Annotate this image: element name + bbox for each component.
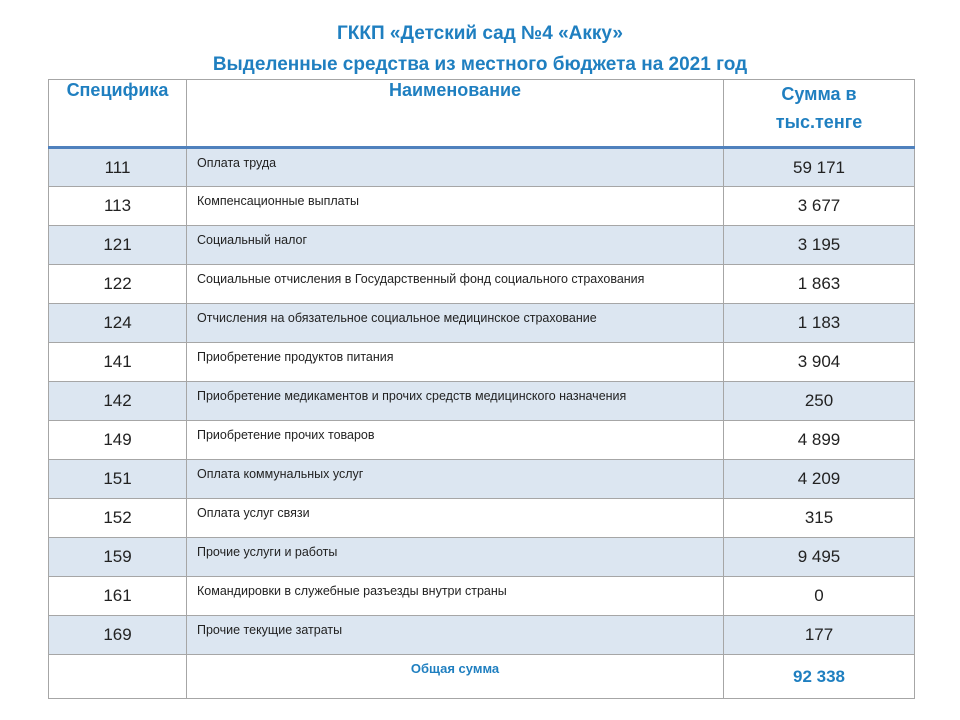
table-row <box>49 616 915 655</box>
cell-amount: 3 195 <box>724 226 915 265</box>
table-row <box>49 148 915 187</box>
cell-code: 159 <box>49 538 187 577</box>
cell-code: 124 <box>49 304 187 343</box>
table-row <box>49 304 915 343</box>
table-row <box>49 343 915 382</box>
cell-code: 142 <box>49 382 187 421</box>
table-body <box>49 148 915 699</box>
table-row <box>49 421 915 460</box>
cell-amount: 59 171 <box>724 148 915 187</box>
cell-name: Оплата услуг связи <box>187 499 724 538</box>
budget-table <box>48 79 915 699</box>
cell-code: 151 <box>49 460 187 499</box>
table-row <box>49 577 915 616</box>
total-amount: 92 338 <box>724 655 915 699</box>
cell-code: 169 <box>49 616 187 655</box>
page-title: ГККП «Детский сад №4 «Акку» <box>337 23 623 44</box>
cell-name: Прочие текущие затраты <box>187 616 724 655</box>
table-row <box>49 382 915 421</box>
table-row <box>49 226 915 265</box>
cell-code: 161 <box>49 577 187 616</box>
cell-amount: 177 <box>724 616 915 655</box>
column-header-amount-line2: тыс.тенге <box>775 112 863 132</box>
cell-name: Приобретение медикаментов и прочих средств медицинского назначения <box>187 382 724 421</box>
cell-code: 122 <box>49 265 187 304</box>
table-row <box>49 538 915 577</box>
cell-name: Социальный налог <box>187 226 724 265</box>
cell-code: 121 <box>49 226 187 265</box>
cell-name: Приобретение прочих товаров <box>187 421 724 460</box>
table-total-row <box>49 655 915 699</box>
table-row <box>49 460 915 499</box>
cell-code: 141 <box>49 343 187 382</box>
cell-amount: 1 183 <box>724 304 915 343</box>
table-row <box>49 499 915 538</box>
cell-amount: 9 495 <box>724 538 915 577</box>
cell-code: 111 <box>49 148 187 187</box>
column-header-amount-line1: Сумма в <box>781 84 857 104</box>
page-subtitle: Выделенные средства из местного бюджета на 2021 год <box>212 54 748 75</box>
cell-amount: 4 899 <box>724 421 915 460</box>
cell-amount: 3 677 <box>724 187 915 226</box>
column-header-name: Наименование <box>187 80 724 148</box>
total-code-cell <box>49 655 187 699</box>
cell-amount: 315 <box>724 499 915 538</box>
cell-amount: 250 <box>724 382 915 421</box>
cell-code: 152 <box>49 499 187 538</box>
cell-name: Компенсационные выплаты <box>187 187 724 226</box>
cell-name: Оплата коммунальных услуг <box>187 460 724 499</box>
table-row <box>49 265 915 304</box>
cell-name: Приобретение продуктов питания <box>187 343 724 382</box>
cell-name: Прочие услуги и работы <box>187 538 724 577</box>
cell-code: 113 <box>49 187 187 226</box>
table-row <box>49 187 915 226</box>
column-header-amount <box>724 80 915 148</box>
total-label: Общая сумма <box>187 655 724 699</box>
cell-name: Отчисления на обязательное социальное медицинское страхование <box>187 304 724 343</box>
column-header-code: Специфика <box>49 80 187 148</box>
cell-name: Оплата труда <box>187 148 724 187</box>
cell-code: 149 <box>49 421 187 460</box>
cell-amount: 4 209 <box>724 460 915 499</box>
table-header-row <box>49 80 915 148</box>
cell-amount: 3 904 <box>724 343 915 382</box>
cell-name: Социальные отчисления в Государственный фонд социального страхования <box>187 265 724 304</box>
cell-amount: 0 <box>724 577 915 616</box>
cell-amount: 1 863 <box>724 265 915 304</box>
cell-name: Командировки в служебные разъезды внутри страны <box>187 577 724 616</box>
